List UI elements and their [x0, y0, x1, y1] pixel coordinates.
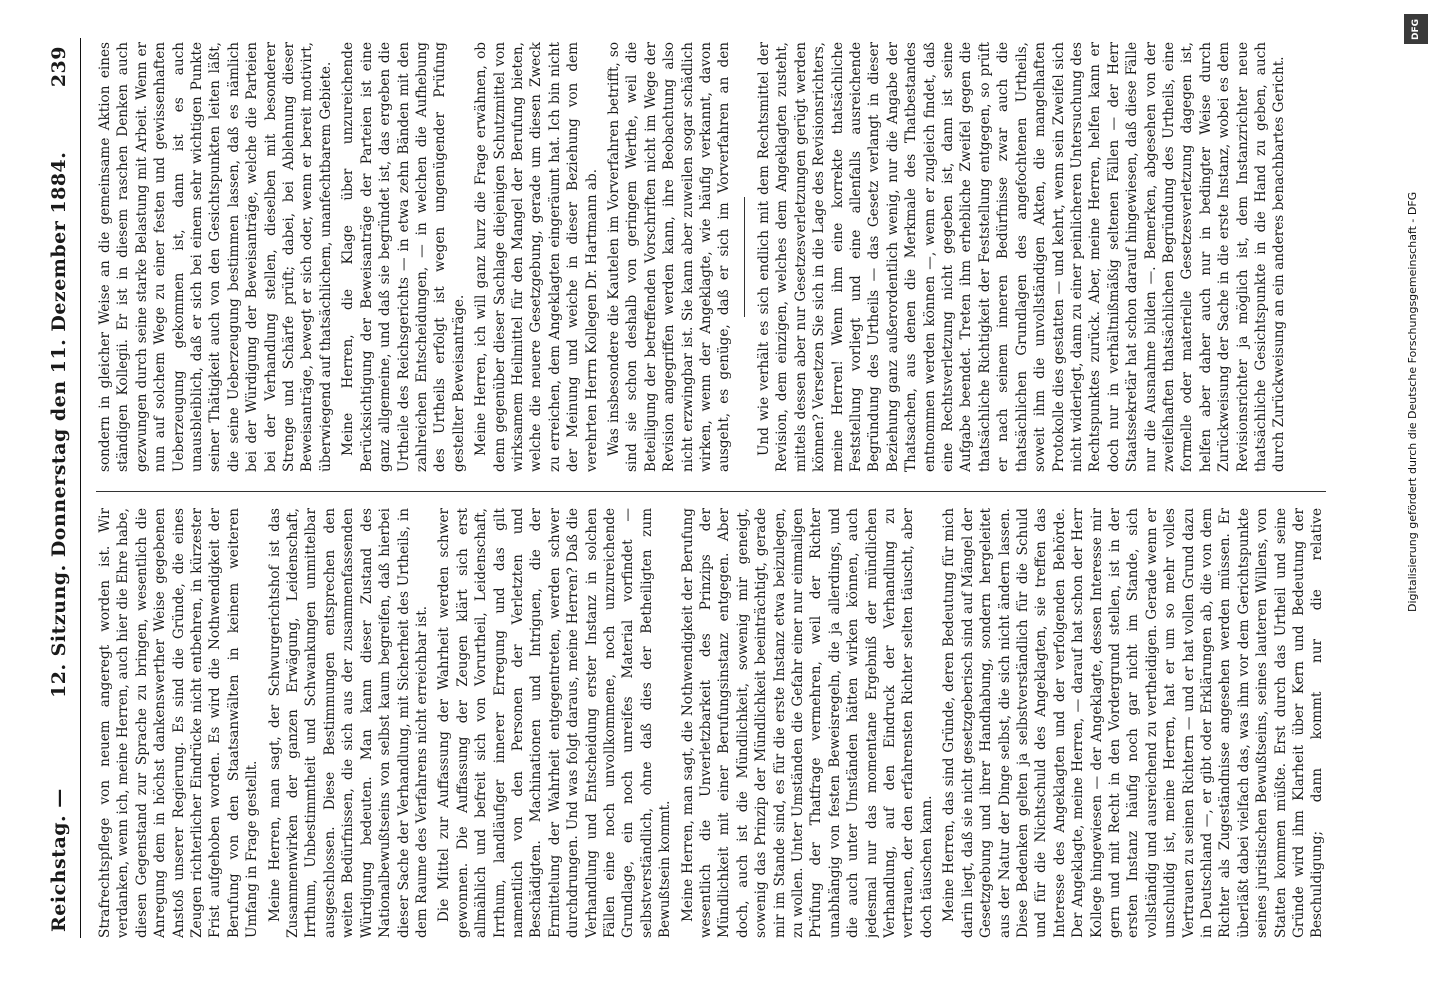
paragraph: Meine Herren, die Klage über unzureichende Berücksichtigung der Beweisanträge der Parteien ist eine ganz allgemeine, und daß sie begründet ist, das ergeben die Urtheile des Reichsgerichts — in etwa zehn Bänden mit den zahlreichen Entscheidungen, — in welchen die Aufhebung des Urtheils erfolgt ist wegen ungenügender Prüfung gestellter Beweisanträge. [340, 42, 467, 472]
newspaper-sheet [40, 38, 1340, 938]
paragraph: Was insbesondere die Kautelen im Vorverfahren betrifft, so sind sie schon deshalb von geringem Werthe, weil die Beteiligung der betreffenden Vorschriften nicht im Wege der Revision angegriffen werden kann, ihre Beobachtung also nicht erzwingbar ist. Sie kann aber zuweilen sogar schädlich wirken, wenn der Angeklagte, wie häufig verkannt, davon ausgeht, es genüge, daß er sich im Vorverfahren an den [605, 42, 733, 472]
page-number: 239 [48, 46, 70, 88]
column-divider [96, 491, 1326, 492]
page-header [40, 38, 81, 938]
paragraph: Meine Herren, man sagt, die Nothwendigkeit der Berufung wesentlich die Unverletzbarkeit des Prinzips der Mündlichkeit mit einer Berufungsinstanz entgegen. Aber doch, auch ist die Mündlichkeit, sowenig mir geneigt, sowenig das Prinzip der Mündlichkeit beeinträchtigt, gerade mir im Stande sind, es für die erste Instanz etwa beizulegen, zu wollen. Unter Umständen die Gefahr einer nur einmaligen Prüfung der Thatfrage vermehren, weil der Richter unabhängig von festen Beweisregeln, die ja allerdings, und die auch unter Umständen hätten wirken können, auch jedesmal nur das momentane Ergebniß der mündlichen Verhandlung, auf den Eindruck der Verhandlung zu vertrauen, der den erfahrensten Richter selten täuscht, aber doch täuschen kann. [679, 508, 935, 938]
paragraph: Und wie verhält es sich endlich mit dem Rechtsmittel der Revision, dem einzigen, welches dem Angeklagten zusteht, mittels dessen aber nur Gesetzesverletzungen gerügt werden können? Versetzen Sie sich in die Lage des Revisionsrichters, meine Herren! Wenn ihm eine korrekte thatsächliche Feststellung vorliegt und eine allenfalls ausreichende Begründung des Urtheils — das Gesetz verlangt in dieser Beziehung ganz außerordentlich wenig, nur die Angabe der Thatsachen, aus denen die Merkmale des Thatbestandes entnommen werden können —, wenn er zugleich findet, daß eine Rechtsverletzung nicht gegeben ist, dann ist seine Aufgabe beendet. Treten ihm erhebliche Zweifel gegen die thatsächliche Richtigkeit der Feststellung entgegen, so prüft er nach seinem inneren Bedürfnisse zwar auch die thatsächlichen Grundlagen des angefochtenen Urtheils, soweit ihm die unvollständigen Akten, die mangelhaften Protokolle dies gestatten — und kehrt, wenn sein Zweifel sich nicht widerlegt, dann zu einer peinlicheren Untersuchung des Rechtspunktes zurück. Aber, meine Herren, helfen kann er doch nur in verhältnißmäßig seltenen Fällen — der Herr Staatssekretär hat schon darauf hingewiesen, daß diese Fälle nur die Ausnahme bilden —. Bemerken, abgesehen von der zweifelhaften thatsächlichen Begründung des Urtheils, eine formelle oder materielle Gesetzesverletzung dagegen ist, helfen aber daher auch nur in bedingter Weise durch Zurückweisung der Sache in die erste Instanz, wobei es dem Revisionsrichter ja möglich ist, dem Instanzrichter neue thatsächliche Gesichtspunkte in die Hand zu geben, auch durch Zurückweisung an ein anderes benachbartes Gericht. [756, 42, 1288, 472]
right-column-lower [755, 42, 1289, 472]
dfg-logo: DFG [1404, 14, 1428, 44]
digitization-credit: Digitalisierung gefördert durch die Deutsche Forschungsgemeinschaft - DFG [1406, 191, 1419, 612]
paragraph: Meine Herren, man sagt, der Schwurgerichtshof ist das Zusammenwirken der ganzen Erwägung, Leidenschaft, Irrthum, Unbestimmtheit und Schwankungen unmittelbar ausgeschlossen. Diese Bestimmungen entsprechen den weiten Bedürfnissen, die sich aus der zusammenfassenden Würdigung bedeuten. Man kann dieser Zustand des Nationalbewußtseins von selbst kaum begreifen, daß hierbei dieser Sache der Verhandlung, mit Sicherheit des Urtheils, in dem Raume des Verfahrens nicht erreichbar ist. [266, 508, 430, 938]
right-column-upper [96, 42, 736, 472]
header-left: Reichstag. — [48, 788, 70, 932]
paragraph: Meine Herren, das sind Gründe, deren Bedeutung für mich darin liegt, daß sie nicht gesetzgeberisch sind auf Mängel der Gesetzgebung und ihrer Handhabung, sondern hergeleitet aus der Natur der Dinge selbst, die sich nicht ändern lassen. Diese Bedenken gelten ja selbstverständlich für die Schuld und für die Nichtschuld des Angeklagten, sie treffen das Interesse des Angeklagten und der verfolgenden Behörde. Der Angeklagte, meine Herren, — darauf hat schon der Herr Kollege hingewiesen — der Angeklagte, dessen Interesse mir gern und mit Recht in den Vordergrund stellen, ist in der ersten Instanz häufig noch gar nicht im Stande, sich vollständig und ausreichend zu vertheidigen. Gerade wenn er unschuldig ist, meine Herren, hat er um so mehr volles Vertrauen zu seinen Richtern — und er hat vollen Grund dazu in Deutschland —, er gibt oder Erklärungen ab, die von dem Richter als Zugeständnisse angesehen werden müssen. Er überläßt dabei vielfach das, was ihm vor dem Gerichtspunkte seines juristischen Bewußtseins, seines lauteren Willens, von Statten kommen müßte. Erst durch das Urtheil und seine Gründe wird ihm Klarheit über Kern und Bedeutung der Beschuldigung; dann kommt nur die relative [941, 508, 1326, 938]
paragraph: Strafrechtspflege von neuem angeregt worden ist. Wir verdanken, wenn ich, meine Herren, auch hier die Ehre habe, diesen Gegenstand zur Sprache zu bringen, wesentlich die Anregung dem in höchst dankenswerther Weise gegebenen Anstoß unserer Regierung. Es sind die Gründe, die eines Zeugen richterlicher Eindrücke nicht entbehren, in kürzester Frist aufgehoben worden. Es wird die Nothwendigkeit der Berufung von den Staatsanwälten in keinem weiteren Umfang in Frage gestellt. [97, 508, 261, 938]
left-column [96, 508, 1326, 938]
header-title: 12. Sitzung. Donnerstag den 11. Dezember 1884. [48, 151, 70, 698]
paragraph: Die Mittel zur Auffassung der Wahrheit werden schwer gewonnen. Die Auffassung der Zeugen klärt sich erst allmählich und befreit sich von Vorurtheil, Leidenschaft, Irrthum, landläufiger innerer Erregung und das gilt namentlich von den Personen der Verletzten und Beschädigten. Machinationen und Intriguen, die der Ermittelung der Wahrheit entgegentreten, werden schwer durchdrungen. Und was folgt daraus, meine Herren? Daß die Verhandlung und Entscheidung erster Instanz in solchen Fällen eine noch unvollkommene, noch unzureichende Grundlage, ein noch unreifes Material vorfindet — selbstverständlich, ohne daß dies der Betheiligten zum Bewußtsein kommt. [436, 508, 674, 938]
section-divider [744, 197, 745, 317]
digitization-sidebar [1402, 0, 1432, 1000]
paragraph: Meine Herren, ich will ganz kurz die Frage erwähnen, ob denn gegenüber dieser Sachlage diejenigen Schutzmittel von wirksamem Heilmittel für den Mangel der Berufung bieten, welche die neuere Gesetzgebung, gerade um diesen Zweck zu erreichen, dem Angeklagten eingeräumt hat. Ich bin nicht der Meinung und weiche in dieser Beziehung von dem verehrten Herrn Kollegen Dr. Hartmann ab. [473, 42, 600, 472]
paragraph: sondern in gleicher Weise an die gemeinsame Aktion eines ständigen Kollegii. Er ist in diesem raschen Denken auch gezwungen durch seine starke Belastung mit Arbeit. Wenn er nun auf solchem Wege zu einer festen und gewissenhaften Ueberzeugung gekommen ist, dann ist es auch unausbleiblich, daß er sich bei einem sehr wichtigen Punkte seiner Thätigkeit auch von den Gesichtspunkten leiten läßt, die seine Ueberzeugung bestimmen lassen, daß es nämlich bei der Würdigung der Beweisanträge, welche die Parteien bei der Verhandlung stellen, dieselben mit besonderer Strenge und Schärfe prüft; dabei, bei Ablehnung dieser Beweisanträge, bewegt er sich oder, wenn er bereit motivirt, überwiegend auf thatsächlichem, unanfechtbarem Gebiete. [97, 42, 334, 472]
right-column [96, 42, 1326, 472]
